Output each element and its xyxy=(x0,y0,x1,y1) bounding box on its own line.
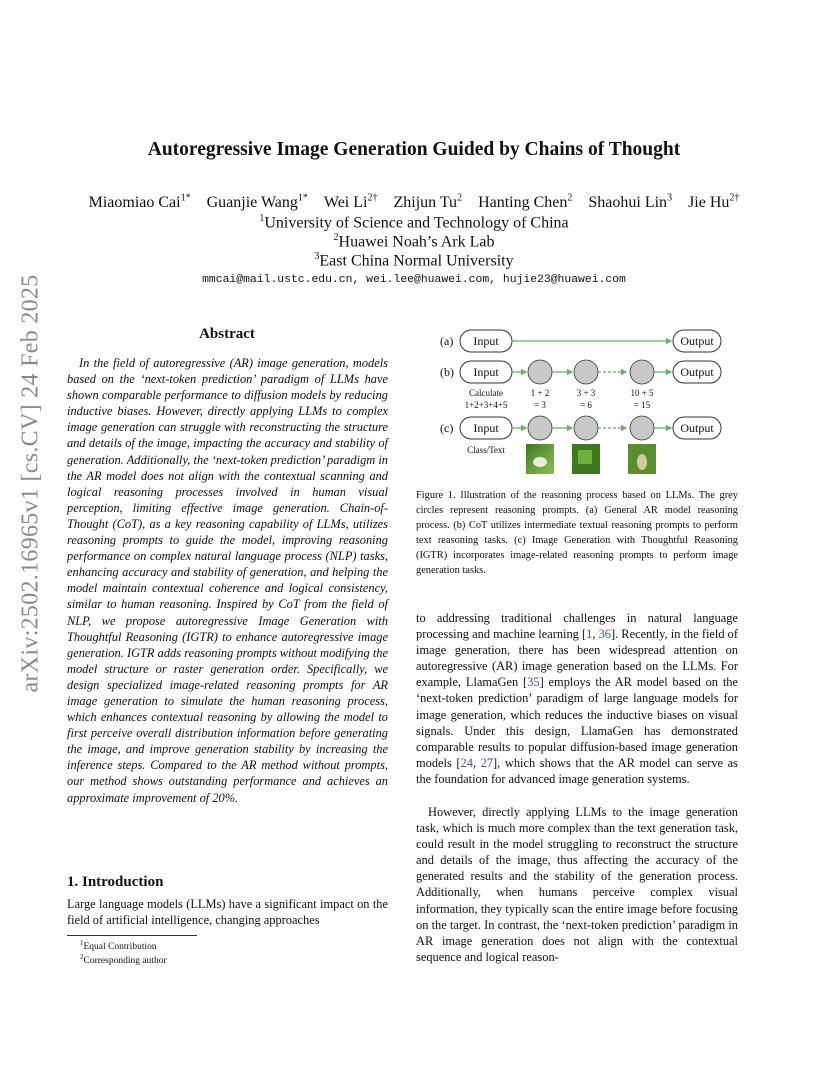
author: Jie $Hu^{2\dagger}$ xyxy=(688,193,740,212)
author-emails: mmcai@mail.ustc.edu.cn, wei.lee@huawei.com, hujie23@huawei.com xyxy=(202,274,626,286)
arxiv-id: arXiv:2502.16965v1 [cs.CV] 24 Feb 2025 xyxy=(17,273,44,693)
body-paragraph: However, directly applying LLMs to the image generation task, which is much more complex than the text generation task, could result in the model struggling to reconstruct the structure and details of the image, thus affecting the accuracy of the generated results and the stability of the generation process. Additionally, when humans perceive complex visual information, they typically scan the entire image before focusing on the target. In contrast, the ‘next-token prediction’ paradigm in AR image generation does not align with the contextual sequence and logical reason- xyxy=(416,805,738,964)
reasoning-circle xyxy=(630,360,654,384)
annotation-text: 10 + 5 xyxy=(630,388,654,398)
class-text-label: Class/Text xyxy=(467,445,505,455)
figure-1-caption: Figure 1. Illustration of the reasoning process based on LLMs. The grey circles represent reasoning prompts. (a) General AR model reasoning process. (b) CoT utilizes intermediate textual reasoning prompts to perform text reasoning tasks. (c) Image Generation with Thoughtful Reasoning (IGTR) incorporates image-related reasoning prompts to perform image generation tasks. xyxy=(416,490,738,577)
footnote-rule xyxy=(67,935,197,936)
reasoning-circle xyxy=(528,416,552,440)
reasoning-circle xyxy=(574,360,598,384)
citation-link: 36 xyxy=(598,627,611,642)
abstract-text: In the field of autoregressive (AR) image generation, models based on the ‘next-token prediction’ paradigm of LLMs have shown comparable performance to diffusion models by reducing inductive biases. However, directly applying LLMs to complex image generation can struggle with reconstructing the structure and details of the image, impacting the accuracy and stability of generation. Additionally, the ‘next-token prediction’ paradigm in the AR model does not align with the contextual scanning and logical reasoning processes involved in human visual perception, limiting effective image generation. Chain-of-Thought (CoT), as a key reasoning capability of LLMs, utilizes reasoning prompts to guide the model, improving reasoning performance on complex natural language process (NLP) tasks, enhancing accuracy and stability of generation, and helping the model maintain contextual coherence and logical consistency, similar to human reasoning. Inspired by CoT from the field of NLP, we propose autoregressive Image Generation with Thoughtful Reasoning (IGTR) to enhance autoregressive image generation. IGTR adds reasoning prompts without modifying the model structure or raster generation order. Specifically, we design specialized image-related reasoning prompts for AR image generation to simulate the human reasoning process, which enhances contextual reasoning by allowing the model to first perceive overall distribution information before generating the image, and improve generation stability by increasing the inference steps. Compared to the AR method without prompts, our method shows outstanding performance and achieves an approximate improvement of 20%. xyxy=(67,356,388,805)
footnote: $^1$Equal Contribution xyxy=(80,939,157,953)
output-label: Output xyxy=(680,334,714,348)
annotation-text: = 6 xyxy=(580,400,592,410)
output-label: Output xyxy=(680,421,714,435)
reasoning-circle xyxy=(630,416,654,440)
reasoning-circle xyxy=(574,416,598,440)
reasoning-circle xyxy=(528,360,552,384)
input-label: Input xyxy=(473,421,499,435)
author: Guanjie Wang$^{1*}$ xyxy=(206,193,308,212)
body-paragraph: to addressing traditional challenges in natural language processing and machine learning [1, 36]. Recently, in the field of image generation, there has been widespread attention on autoregressive (AR) image generation based on the LLMs. For example, LlamaGen [35] employs the AR model based on the ‘next-token prediction’ paradigm of large language models for image generation, which reduces the inductive biases on visual signals. Under this design, LlamaGen has demonstrated comparable results to popular diffusion-based image generation models [24, 27], which shows that the AR model can serve as the foundation for advanced image generation systems. xyxy=(416,611,738,786)
citation-link: 35 xyxy=(527,675,540,690)
author: Wei $Li^{2\dagger}$ xyxy=(323,193,378,212)
affiliation: $^3$East China Normal University xyxy=(314,251,514,270)
output-label: Output xyxy=(680,365,714,379)
annotation-text: 1 + 2 xyxy=(530,388,550,398)
annotation-text: = 15 xyxy=(633,400,651,410)
row-label: (c) xyxy=(440,421,454,435)
intro-paragraph: Large language models (LLMs) have a significant impact on the field of artificial intelligence, changing approaches xyxy=(67,897,388,928)
citation-link: 24 xyxy=(460,755,473,770)
annotation-text: 1+2+3+4+5 xyxy=(464,400,508,410)
citation-link: 1 xyxy=(586,627,593,642)
row-label: (a) xyxy=(440,334,454,348)
affiliation: $^1$University of Science and Technology of China xyxy=(259,213,569,232)
author: Zhijun Tu$^2$ xyxy=(393,193,463,212)
arxiv-sidebar-stamp xyxy=(6,273,56,693)
abstract-heading: Abstract xyxy=(199,326,255,342)
annotation-text: 3 + 3 xyxy=(576,388,596,398)
citation-link: 27 xyxy=(480,755,494,770)
annotation-text: = 3 xyxy=(534,400,546,410)
paper-title: Autoregressive Image Generation Guided by Chains of Thought xyxy=(147,139,681,160)
author-list xyxy=(60,193,768,212)
row-label: (b) xyxy=(440,365,454,379)
author: Shaohui Lin$^3$ xyxy=(588,193,673,212)
input-label: Input xyxy=(473,365,499,379)
affiliation: $^2$Huawei Noah’s Ark Lab xyxy=(333,232,495,251)
figure-1-diagram xyxy=(430,326,730,476)
footnote: $^2$Corresponding author xyxy=(80,953,167,967)
section-heading-introduction: 1. Introduction xyxy=(67,874,164,890)
author: Hanting Chen$^2$ xyxy=(478,193,573,212)
author: Miaomiao Cai$^{1*}$ xyxy=(88,193,191,212)
annotation-text: Calculate xyxy=(469,388,503,398)
input-label: Input xyxy=(473,334,499,348)
